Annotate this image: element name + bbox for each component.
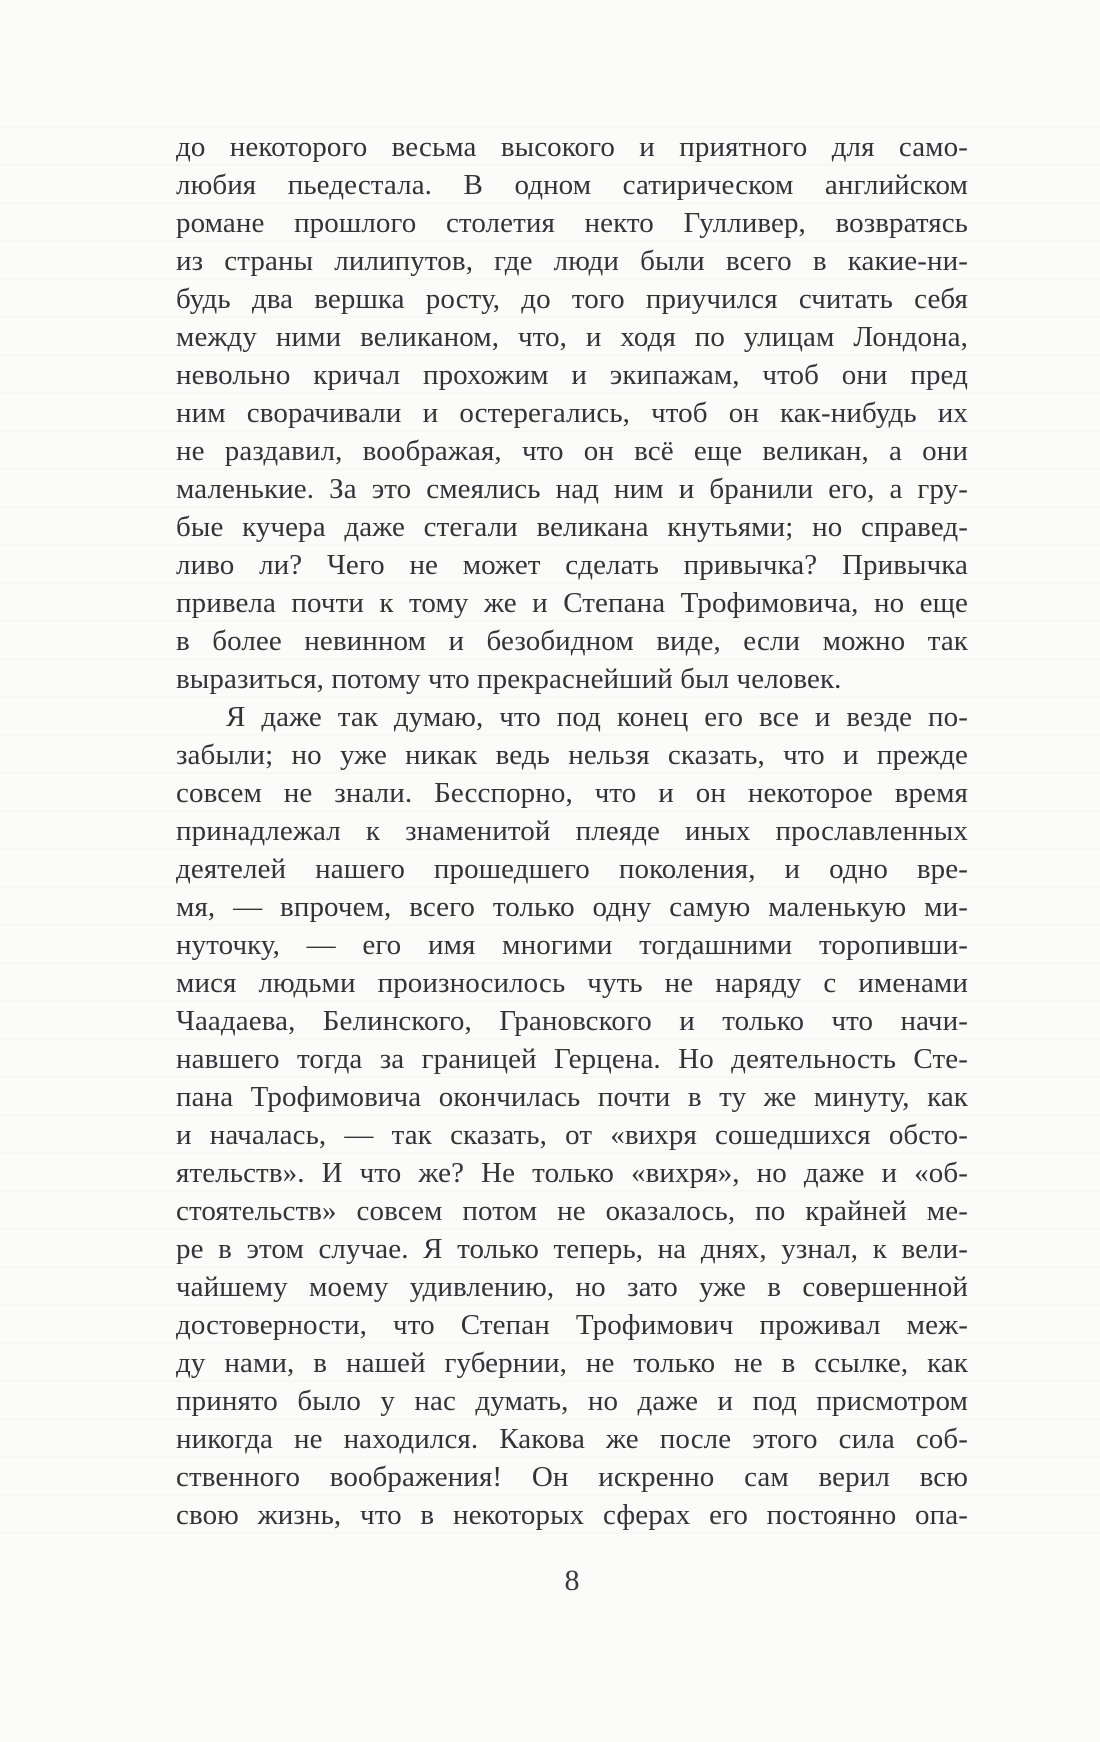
text-line: забыли; но уже никак ведь нельзя сказать, что и прежде bbox=[176, 739, 968, 771]
text-line: ятельств». И что же? Не только «вихря», но даже и «об- bbox=[176, 1157, 968, 1189]
text-line: стоятельств» совсем потом не оказалось, по крайней ме- bbox=[176, 1195, 968, 1227]
text-line: чайшему моему удивлению, но зато уже в совершенной bbox=[176, 1271, 968, 1303]
text-line: ре в этом случае. Я только теперь, на днях, узнал, к вели- bbox=[176, 1233, 968, 1265]
text-line: навшего тогда за границей Герцена. Но деятельность Сте- bbox=[176, 1043, 968, 1075]
text-line: никогда не находился. Какова же после этого сила соб- bbox=[176, 1423, 968, 1455]
text-line: романе прошлого столетия некто Гулливер, возвратясь bbox=[176, 207, 968, 239]
text-line: в более невинном и безобидном виде, если можно так bbox=[176, 625, 968, 657]
page-text bbox=[176, 128, 968, 1534]
text-line: мися людьми произносилось чуть не наряду с именами bbox=[176, 967, 968, 999]
text-line: мя, — впрочем, всего только одну самую маленькую ми- bbox=[176, 891, 968, 923]
text-line: ливо ли? Чего не может сделать привычка? Привычка bbox=[176, 549, 968, 581]
text-line: выразиться, потому что прекраснейший был человек. bbox=[176, 663, 842, 695]
text-line: достоверности, что Степан Трофимович проживал меж- bbox=[176, 1309, 968, 1341]
text-line: совсем не знали. Бесспорно, что и он некоторое время bbox=[176, 777, 968, 809]
text-line: деятелей нашего прошедшего поколения, и одно вре- bbox=[176, 853, 968, 885]
text-line: Чаадаева, Белинского, Грановского и только что начи- bbox=[176, 1005, 968, 1037]
text-line: нуточку, — его имя многими тогдашними торопивши- bbox=[176, 929, 968, 961]
text-line: и началась, — так сказать, от «вихря сошедшихся обсто- bbox=[176, 1119, 968, 1151]
text-line: ним сворачивали и остерегались, чтоб он как-нибудь их bbox=[176, 397, 968, 429]
text-line: ду нами, в нашей губернии, не только не в ссылке, как bbox=[176, 1347, 968, 1379]
text-line: до некоторого весьма высокого и приятного для само- bbox=[176, 131, 968, 163]
text-line: будь два вершка росту, до того приучился считать себя bbox=[176, 283, 968, 315]
text-line: из страны лилипутов, где люди были всего в какие-ни- bbox=[176, 245, 968, 277]
text-line: невольно кричал прохожим и экипажам, чтоб они пред bbox=[176, 359, 968, 391]
text-line: привела почти к тому же и Степана Трофимовича, но еще bbox=[176, 587, 968, 619]
page-number: 8 bbox=[564, 1564, 580, 1597]
text-line: пана Трофимовича окончилась почти в ту же минуту, как bbox=[176, 1081, 968, 1113]
text-line: между ними великаном, что, и ходя по улицам Лондона, bbox=[176, 321, 968, 353]
text-line: не раздавил, воображая, что он всё еще великан, а они bbox=[176, 435, 968, 467]
text-line: принято было у нас думать, но даже и под присмотром bbox=[176, 1385, 968, 1417]
text-line: свою жизнь, что в некоторых сферах его постоянно опа- bbox=[176, 1499, 968, 1531]
text-line: ственного воображения! Он искренно сам верил всю bbox=[176, 1461, 968, 1493]
text-line: принадлежал к знаменитой плеяде иных прославленных bbox=[176, 815, 968, 847]
text-line: маленькие. За это смеялись над ним и бранили его, а гру- bbox=[176, 473, 968, 505]
text-line: бые кучера даже стегали великана кнутьями; но справед- bbox=[176, 511, 968, 543]
text-line: любия пьедестала. В одном сатирическом английском bbox=[176, 169, 968, 201]
text-line: Я даже так думаю, что под конец его все и везде по- bbox=[226, 701, 968, 733]
